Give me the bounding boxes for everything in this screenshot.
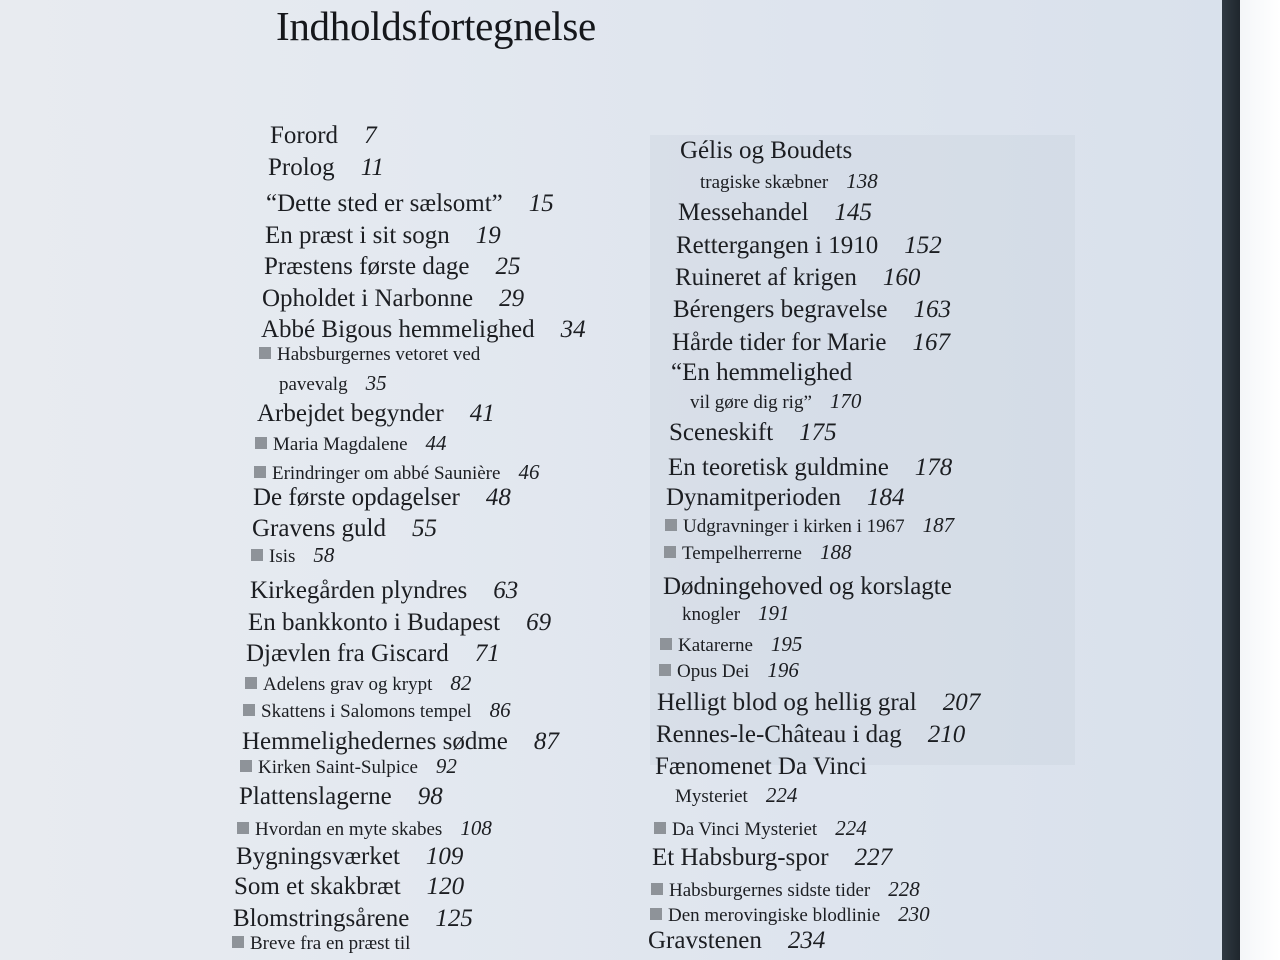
- toc-entry-title: En bankkonto i Budapest: [248, 609, 501, 636]
- toc-page-number: 228: [888, 877, 920, 901]
- toc-entry: [246, 640, 500, 668]
- toc-page-number: 98: [417, 783, 443, 810]
- square-bullet-icon: [651, 883, 663, 895]
- toc-page-number: 15: [528, 190, 554, 217]
- toc-page-number: 210: [927, 721, 966, 748]
- toc-entry: [652, 844, 892, 872]
- square-bullet-icon: [660, 638, 672, 650]
- toc-page-number: 34: [560, 316, 586, 343]
- toc-subentry: [675, 783, 797, 808]
- toc-entry-title: Prolog: [268, 154, 335, 181]
- toc-subentry: [660, 632, 802, 657]
- toc-entry: [666, 484, 904, 512]
- toc-entry: [233, 905, 473, 933]
- toc-page-number: 230: [898, 902, 930, 926]
- toc-entry: [678, 199, 872, 227]
- toc-subentry: [659, 658, 799, 683]
- toc-entry-title: Fænomenet Da Vinci: [655, 753, 867, 780]
- toc-subentry: [237, 816, 492, 841]
- square-bullet-icon: [650, 908, 662, 920]
- toc-entry-title: De første opdagelser: [253, 484, 460, 511]
- toc-entry-title: En præst i sit sogn: [265, 222, 450, 249]
- toc-entry: [680, 137, 852, 165]
- toc-entry-title: Skattens i Salomons tempel: [261, 701, 472, 722]
- toc-page-number: 82: [450, 671, 472, 695]
- toc-entry: [242, 728, 559, 756]
- toc-entry: [672, 329, 950, 357]
- toc-entry: [265, 222, 501, 250]
- square-bullet-icon: [237, 822, 249, 834]
- square-bullet-icon: [245, 677, 257, 689]
- square-bullet-icon: [254, 466, 266, 478]
- toc-entry: [234, 873, 464, 901]
- toc-page-number: 63: [493, 577, 519, 604]
- toc-page-number: 55: [412, 515, 437, 542]
- toc-subentry: [700, 169, 878, 194]
- toc-entry-title: Den merovingiske blodlinie: [668, 905, 881, 926]
- toc-page-number: 234: [787, 927, 826, 954]
- toc-entry-title: Dødningehoved og korslagte: [663, 573, 952, 600]
- toc-entry-title: Habsburgernes vetoret ved: [277, 344, 481, 365]
- square-bullet-icon: [240, 760, 252, 772]
- toc-page-number: 19: [475, 222, 501, 249]
- toc-entry: [656, 721, 965, 749]
- toc-subentry: [251, 543, 334, 568]
- toc-entry-title: En teoretisk guldmine: [668, 454, 889, 481]
- toc-entry-title: Udgravninger i kirken i 1967: [683, 516, 905, 537]
- toc-page-number: 138: [846, 169, 878, 193]
- toc-entry: [676, 232, 942, 260]
- toc-entry-title: Rettergangen i 1910: [676, 232, 879, 259]
- page-edge: [1240, 0, 1280, 960]
- toc-entry-title: tragiske skæbner: [700, 172, 829, 193]
- toc-entry-title: “Dette sted er sælsomt”: [266, 190, 503, 217]
- toc-entry: [262, 285, 524, 313]
- toc-entry-title: Opholdet i Narbonne: [262, 285, 474, 312]
- toc-entry: [261, 316, 586, 344]
- toc-entry-title: Et Habsburg-spor: [652, 844, 829, 871]
- toc-entry-title: Da Vinci Mysteriet: [672, 819, 818, 840]
- toc-page-number: 184: [866, 484, 905, 511]
- toc-entry: [236, 843, 463, 871]
- toc-page-number: 109: [425, 843, 464, 870]
- toc-entry-title: Præstens første dage: [264, 253, 470, 280]
- toc-page-number: 25: [495, 253, 521, 280]
- toc-entry-title: Kirkegården plyndres: [250, 577, 468, 604]
- toc-page-number: 11: [360, 154, 384, 181]
- toc-entry: [663, 573, 952, 601]
- toc-entry: [252, 515, 437, 543]
- toc-entry-title: Tempelherrerne: [682, 543, 802, 564]
- toc-subentry: [254, 460, 539, 485]
- toc-entry-title: knogler: [682, 604, 741, 625]
- toc-page-number: 163: [913, 296, 951, 323]
- toc-entry-title: Bérengers begravelse: [673, 296, 888, 323]
- toc-entry-title: Erindringer om abbé Saunière: [272, 463, 501, 484]
- toc-page-number: 41: [469, 400, 495, 427]
- toc-page-number: 125: [435, 905, 473, 932]
- toc-entry: [657, 689, 980, 717]
- toc-page-number: 87: [533, 728, 559, 755]
- toc-entry-title: Mysteriet: [675, 786, 748, 807]
- toc-subentry: [255, 431, 447, 456]
- book-spine: [1222, 0, 1240, 960]
- toc-page-number: 167: [912, 329, 950, 356]
- toc-entry-title: Dynamitperioden: [666, 484, 841, 511]
- toc-page-number: 195: [770, 632, 803, 656]
- toc-subentry: [232, 933, 410, 955]
- toc-entry: [264, 253, 521, 281]
- toc-entry-title: Messehandel: [678, 199, 809, 226]
- toc-entry: [248, 609, 551, 637]
- square-bullet-icon: [654, 822, 666, 834]
- toc-page-number: 48: [485, 484, 511, 511]
- toc-entry-title: Abbé Bigous hemmelighed: [261, 316, 535, 343]
- toc-page-number: 46: [518, 460, 540, 484]
- toc-page-number: 58: [313, 543, 335, 567]
- square-bullet-icon: [255, 437, 267, 449]
- toc-page-number: 145: [834, 199, 873, 226]
- toc-subentry: [240, 754, 457, 779]
- toc-entry-title: Sceneskift: [669, 419, 774, 446]
- page-title: Indholdsfortegnelse: [276, 3, 596, 49]
- toc-entry-title: Gélis og Boudets: [680, 137, 853, 164]
- square-bullet-icon: [665, 519, 677, 531]
- toc-entry-title: Helligt blod og hellig gral: [657, 689, 917, 716]
- toc-entry-title: Maria Magdalene: [273, 434, 408, 455]
- square-bullet-icon: [251, 549, 263, 561]
- toc-entry-title: Opus Dei: [677, 661, 750, 682]
- square-bullet-icon: [243, 704, 255, 716]
- toc-page-number: 152: [904, 232, 942, 259]
- toc-subentry: [243, 698, 511, 723]
- toc-page-number: 35: [365, 371, 387, 395]
- toc-entry-title: Adelens grav og krypt: [263, 674, 433, 695]
- toc-page-number: 175: [799, 419, 837, 446]
- toc-entry-title: Gravstenen: [648, 927, 762, 954]
- toc-entry: [239, 783, 443, 811]
- toc-page-number: 7: [364, 122, 377, 149]
- toc-entry-title: “En hemmelighed: [671, 359, 853, 386]
- toc-page-number: 170: [829, 389, 862, 413]
- toc-entry-title: Habsburgernes sidste tider: [669, 880, 871, 901]
- toc-page-number: 86: [489, 698, 511, 722]
- toc-page-number: 224: [765, 783, 798, 807]
- toc-subentry: [690, 389, 861, 414]
- toc-subentry: [654, 816, 867, 841]
- toc-entry: [675, 264, 920, 292]
- toc-page-number: 120: [426, 873, 465, 900]
- toc-page-number: 227: [854, 844, 893, 871]
- toc-entry-title: Forord: [270, 122, 339, 149]
- toc-entry-title: Breve fra en præst til: [250, 933, 411, 954]
- toc-entry-title: Plattenslagerne: [239, 783, 392, 810]
- toc-entry-title: Blomstringsårene: [233, 905, 410, 932]
- toc-entry-title: vil gøre dig rig”: [690, 392, 812, 413]
- square-bullet-icon: [232, 936, 244, 948]
- toc-page-number: 92: [435, 754, 457, 778]
- toc-subentry: [650, 902, 930, 927]
- toc-entry-title: Arbejdet begynder: [257, 400, 444, 427]
- square-bullet-icon: [664, 546, 676, 558]
- toc-subentry: [664, 540, 851, 565]
- toc-entry-title: pavevalg: [279, 374, 348, 395]
- square-bullet-icon: [659, 664, 671, 676]
- toc-entry-title: Bygningsværket: [236, 843, 400, 870]
- toc-entry-title: Gravens guld: [252, 515, 386, 542]
- toc-page-number: 207: [942, 689, 981, 716]
- toc-entry-title: Som et skakbræt: [234, 873, 401, 900]
- toc-subentry: [651, 877, 920, 902]
- toc-page-number: 187: [922, 513, 955, 537]
- toc-page-number: 188: [819, 540, 852, 564]
- toc-entry: [253, 484, 511, 512]
- toc-entry: [668, 454, 952, 482]
- toc-page-number: 224: [835, 816, 867, 840]
- toc-entry: [671, 359, 852, 387]
- toc-page-number: 44: [425, 431, 447, 455]
- toc-entry-title: Hvordan en myte skabes: [255, 819, 443, 840]
- toc-entry: [655, 753, 867, 781]
- toc-entry-title: Hårde tider for Marie: [672, 329, 887, 356]
- toc-page-number: 71: [474, 640, 500, 667]
- toc-entry-title: Katarerne: [678, 635, 753, 656]
- toc-subentry: [279, 371, 387, 396]
- toc-subentry: [682, 601, 790, 626]
- toc-entry-title: Djævlen fra Giscard: [246, 640, 449, 667]
- toc-entry-title: Ruineret af krigen: [675, 264, 857, 291]
- toc-entry: [270, 122, 377, 150]
- square-bullet-icon: [259, 347, 271, 359]
- toc-entry: [268, 154, 384, 182]
- toc-subentry: [665, 513, 954, 538]
- toc-page-number: 29: [499, 285, 525, 312]
- toc-page-number: 108: [460, 816, 492, 840]
- toc-entry: [266, 190, 554, 218]
- toc-subentry: [245, 671, 471, 696]
- toc-entry-title: Isis: [269, 546, 296, 567]
- toc-page-number: 178: [914, 454, 953, 481]
- toc-page-number: 69: [526, 609, 552, 636]
- toc-page-number: 160: [882, 264, 921, 291]
- toc-entry-title: Kirken Saint-Sulpice: [258, 757, 418, 778]
- toc-entry: [669, 419, 837, 447]
- toc-entry: [250, 577, 518, 605]
- toc-entry: [673, 296, 951, 324]
- toc-entry-title: Hemmelighedernes sødme: [242, 728, 508, 755]
- toc-entry-title: Rennes-le-Château i dag: [656, 721, 902, 748]
- toc-page-number: 191: [758, 601, 790, 625]
- toc-entry: [257, 400, 495, 428]
- toc-entry: [648, 927, 825, 955]
- toc-page-number: 196: [767, 658, 799, 682]
- toc-subentry: [259, 344, 480, 366]
